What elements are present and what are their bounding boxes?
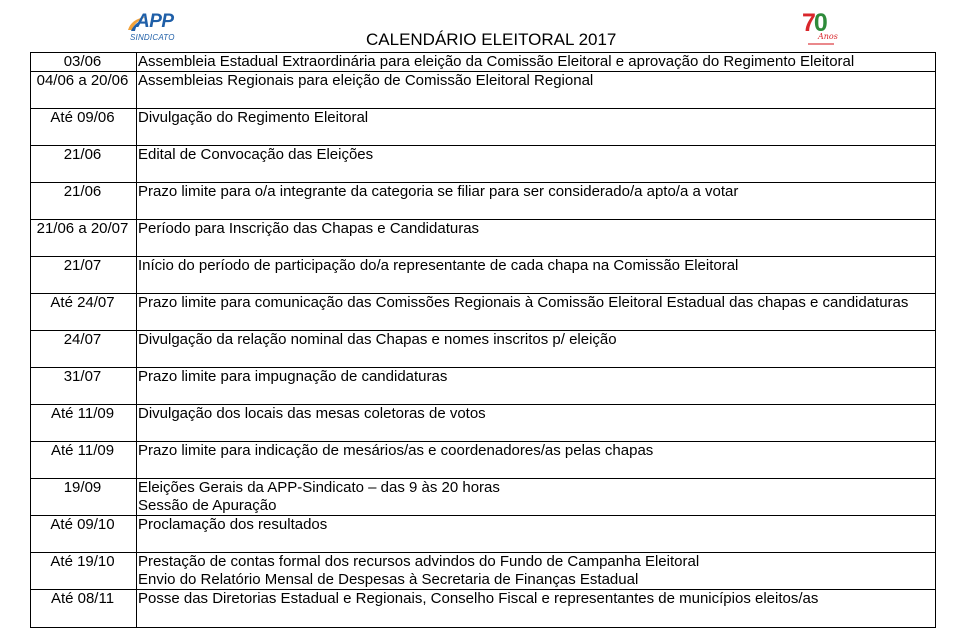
description-line: Prazo limite para impugnação de candidaturas: [138, 368, 448, 385]
table-row: [31, 368, 936, 405]
date-cell: Até 19/10: [31, 553, 137, 590]
description-cell: [137, 516, 936, 553]
description-line: Eleições Gerais da APP-Sindicato – das 9 às 20 horas: [138, 479, 500, 496]
date-cell: 31/07: [31, 368, 137, 405]
date-cell: 04/06 a 20/06: [31, 72, 137, 109]
date-cell: 21/06: [31, 183, 137, 220]
table-row: [31, 553, 936, 590]
description-cell: [137, 183, 936, 220]
description-line: Prazo limite para indicação de mesários/as e coordenadores/as pelas chapas: [138, 442, 654, 459]
date-cell: Até 09/10: [31, 516, 137, 553]
description-line: Prazo limite para o/a integrante da categoria se filiar para ser considerado/a apto/a a votar: [138, 183, 739, 200]
logo-app-text: APP: [136, 11, 174, 32]
description-cell: [137, 553, 936, 590]
description-cell: [137, 257, 936, 294]
date-cell: 03/06: [31, 53, 137, 72]
description-line: Divulgação dos locais das mesas coletoras de votos: [138, 405, 486, 422]
description-cell: [137, 294, 936, 331]
logo-underline: [808, 43, 834, 45]
description-line: Divulgação do Regimento Eleitoral: [138, 109, 369, 126]
description-cell: [137, 331, 936, 368]
app-sindicato-logo: [126, 12, 188, 46]
date-cell: Até 11/09: [31, 405, 137, 442]
description-line: Proclamação dos resultados: [138, 516, 328, 533]
table-row: [31, 146, 936, 183]
description-line: Assembleias Regionais para eleição de Comissão Eleitoral Regional: [138, 72, 594, 89]
date-cell: Até 11/09: [31, 442, 137, 479]
table-row: [31, 331, 936, 368]
date-cell: Até 08/11: [31, 590, 137, 628]
table-row: [31, 72, 936, 109]
logo-70-number: 70: [802, 9, 826, 37]
date-cell: Até 24/07: [31, 294, 137, 331]
description-line: Período para Inscrição das Chapas e Candidaturas: [138, 220, 480, 237]
table-row: [31, 220, 936, 257]
description-line: Início do período de participação do/a representante de cada chapa na Comissão Eleitoral: [138, 257, 739, 274]
description-line: Prestação de contas formal dos recursos advindos do Fundo de Campanha Eleitoral: [138, 553, 700, 570]
table-row: [31, 183, 936, 220]
table-row: [31, 53, 936, 72]
description-line: Posse das Diretorias Estadual e Regionais, Conselho Fiscal e representantes de municípios eleitos/as: [138, 590, 819, 607]
description-cell: [137, 53, 936, 72]
description-cell: [137, 220, 936, 257]
election-calendar-table: [30, 52, 936, 628]
page-header: [0, 0, 962, 52]
description-cell: [137, 146, 936, 183]
logo-sindicato-text: SINDICATO: [130, 33, 175, 42]
description-line: Assembleia Estadual Extraordinária para eleição da Comissão Eleitoral e aprovação do Regimento Eleitoral: [138, 53, 855, 70]
table-row: [31, 294, 936, 331]
date-cell: 21/07: [31, 257, 137, 294]
description-line: Divulgação da relação nominal das Chapas e nomes inscritos p/ eleição: [138, 331, 617, 348]
table-row: [31, 109, 936, 146]
description-cell: [137, 405, 936, 442]
date-cell: 21/06: [31, 146, 137, 183]
description-line: Prazo limite para comunicação das Comissões Regionais à Comissão Eleitoral Estadual das chapas e candidaturas: [138, 294, 909, 311]
table-row: [31, 516, 936, 553]
date-cell: 19/09: [31, 479, 137, 516]
table-row: [31, 590, 936, 628]
table-row: [31, 405, 936, 442]
description-cell: [137, 72, 936, 109]
description-cell: [137, 442, 936, 479]
date-cell: 21/06 a 20/07: [31, 220, 137, 257]
date-cell: 24/07: [31, 331, 137, 368]
description-cell: [137, 109, 936, 146]
table-row: [31, 257, 936, 294]
table-row: [31, 442, 936, 479]
description-cell: [137, 590, 936, 628]
page-title: CALENDÁRIO ELEITORAL 2017: [366, 30, 617, 49]
description-cell: [137, 479, 936, 516]
description-line: Sessão de Apuração: [138, 497, 277, 514]
description-line: Edital de Convocação das Eleições: [138, 146, 374, 163]
logo-anos-text: Anos: [818, 32, 838, 41]
description-line: Envio do Relatório Mensal de Despesas à Secretaria de Finanças Estadual: [138, 571, 639, 588]
table-row: [31, 479, 936, 516]
description-cell: [137, 368, 936, 405]
seventy-years-logo: [802, 10, 842, 48]
date-cell: Até 09/06: [31, 109, 137, 146]
